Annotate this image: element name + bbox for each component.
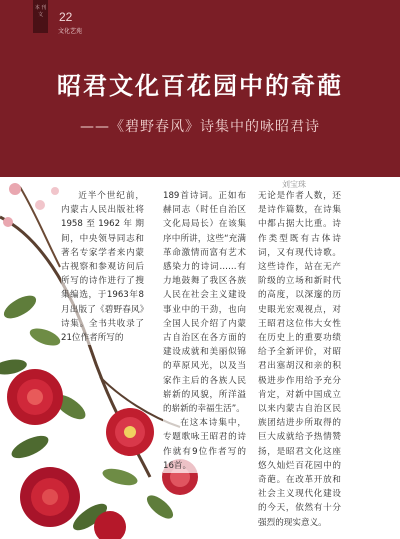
magazine-spine-tab: 本 刊 文 — [33, 0, 48, 33]
author-byline: 刘宝珠 — [282, 180, 306, 189]
body-column-3 — [258, 189, 341, 530]
body-column-2 — [163, 189, 246, 473]
article-title: 昭君文化百花园中的奇葩 — [57, 71, 343, 100]
page-number: 22 — [59, 10, 73, 24]
article-header — [0, 0, 400, 177]
body-column-1 — [61, 189, 144, 345]
article-subtitle: ——《碧野春风》诗集中的咏昭君诗 — [80, 119, 320, 135]
paragraph: 在这本诗集中，专题歌咏王昭君的诗作就有9位作者写的16首。 — [163, 418, 246, 471]
section-label: 文化艺苑 — [58, 29, 83, 35]
paragraph: 近半个世纪前，内蒙古人民出版社将1958至1962年期间，中央领导同志和著名专家学者来内蒙古视察和参观访问后所写的诗作进行了搜集编选，于1963年8月出版了《碧野春风》诗集。全书共收录了21位作者所写的 — [61, 191, 144, 344]
paragraph: 无论是作者人数，还是诗作篇数，在诗集中都占据大比重。诗作类型既有古体诗词，又有现代诗歌。这些诗作，站在无产阶级的立场和新时代的高度，以深邃的历史眼光宏观视点，对王昭君这位伟大女性在历史上的重要功绩给予全新评价，对昭君出塞胡汉和亲的积极进步作用给予充分肯定，对新中国成立以来内蒙古自治区民族团结进步所取得的巨大成就给予热情赞扬，是昭君文化这座悠久灿烂百花园中的奇葩。在改革开放和社会主义现代化建设的今天，依然有十分强烈的现实意义。 — [258, 191, 341, 528]
paragraph: 189首诗词。正如布赫同志（时任自治区文化局局长）在该集序中所讲，这些“充满革命激情而富有艺术感染力的诗词……有力地鼓舞了我区各族人民在社会主义建设事业中的干劲，也向全国人民介绍了内蒙古自治区在各方面的建设成就和美丽似锦的草原风光，以及当家作主后的各族人民崭新的风貌，所洋溢的崭新的幸福生活”。 — [163, 191, 246, 415]
